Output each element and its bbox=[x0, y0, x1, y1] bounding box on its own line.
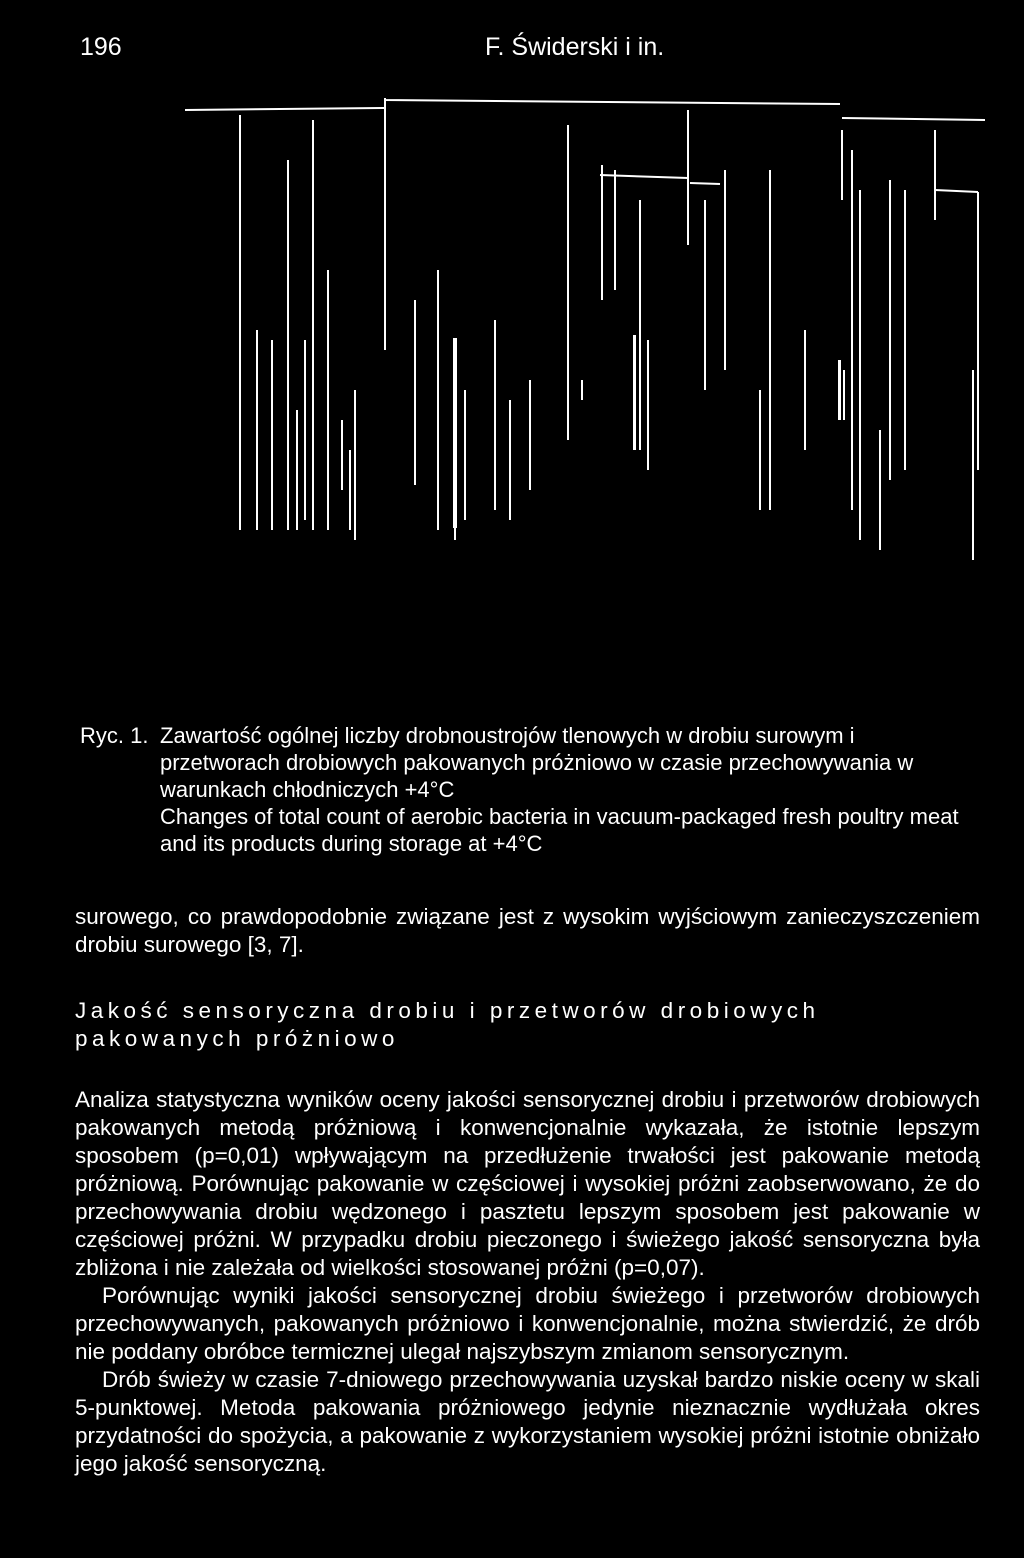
figure-caption bbox=[80, 722, 980, 857]
caption-label: Ryc. 1. bbox=[80, 723, 149, 748]
connector-2 bbox=[690, 183, 720, 184]
paragraph-2: Porównując wyniki jakości sensorycznej drobiu świeżego i przetworów drobiowych przechowywanych, pakowanych próżniowo i konwencjonalnie, można stwierdzić, że drób nie poddany obróbce termicznej ulegał najszybszym zmianom sensorycznym. bbox=[75, 1283, 980, 1364]
figure-1-graphic bbox=[170, 90, 1000, 690]
paragraph-1: Analiza statystyczna wyników oceny jakości sensorycznej drobiu i przetworów drobiowych pakowanych metodą próżniową i konwencjonalnie wykazała, że istotnie lepszym sposobem (p=0,01) wpływającym na przedłużenie trwałości jest pakowanie metodą próżniową. Porównując pakowanie w częściowej i wysokiej próżni zaobserwowano, że do przechowywania drobiu wędzonego i pasztetu lepszym sposobem jest pakowanie w częściowej próżni. W przypadku drobiu pieczonego i świeżego jakość sensoryczna była zbliżona i nie zależała od wielkości stosowanej próżni (p=0,07). bbox=[75, 1087, 980, 1280]
running-head-authors: F. Świderski i in. bbox=[485, 33, 665, 61]
frame-top-right bbox=[842, 118, 985, 120]
frame-top-left bbox=[185, 108, 385, 110]
connector-1 bbox=[600, 175, 688, 178]
caption-english: Changes of total count of aerobic bacteria in vacuum-packaged fresh poultry meat and its products during storage at +4°C bbox=[160, 804, 959, 856]
paragraph-3: Drób świeży w czasie 7-dniowego przechowywania uzyskał bardzo niskie oceny w skali 5-punktowej. Metoda pakowania próżniowego jedynie nieznacznie wydłużała okres przydatności do spożycia, a pakowanie z wykorzystaniem wysokiej próżni istotnie obniżało jego jakość sensoryczną. bbox=[75, 1367, 980, 1476]
caption-body bbox=[160, 722, 980, 857]
frame-top-middle bbox=[385, 98, 840, 104]
figure-1-chart bbox=[170, 90, 1000, 690]
section-title: Jakość sensoryczna drobiu i przetworów drobiowych pakowanych próżniowo bbox=[75, 998, 820, 1051]
body-text bbox=[75, 903, 980, 1478]
continuation-paragraph: surowego, co prawdopodobnie związane jest z wysokim wyjściowym zanieczyszczeniem drobiu surowego [3, 7]. bbox=[75, 904, 980, 957]
page-number: 196 bbox=[80, 33, 122, 61]
connector-3 bbox=[935, 190, 978, 192]
caption-polish: Zawartość ogólnej liczby drobnoustrojów tlenowych w drobiu surowym i przetworach drobiowych pakowanych próżniowo w czasie przechowywania w warunkach chłodniczych +4°C bbox=[160, 723, 914, 802]
